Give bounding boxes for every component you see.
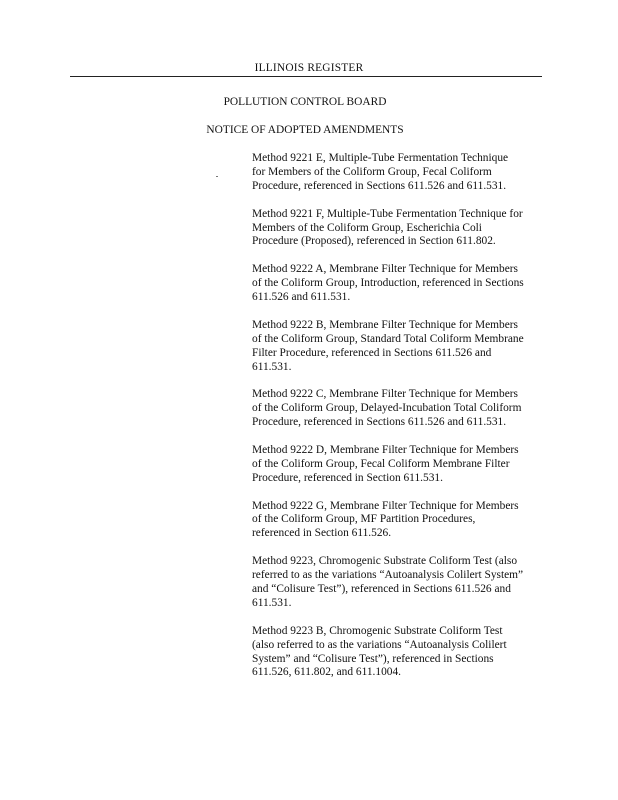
scan-speck [216, 176, 218, 177]
header-rule [70, 76, 542, 77]
method-entry [252, 555, 544, 611]
register-title: ILLINOIS REGISTER [254, 62, 364, 74]
notice-title: NOTICE OF ADOPTED AMENDMENTS [206, 124, 404, 136]
method-line: Method 9222 D, Membrane Filter Technique for Members [252, 443, 519, 456]
method-entry [252, 319, 544, 375]
method-entry [252, 208, 544, 250]
method-line: System” and “Colisure Test”), referenced in Sections [252, 652, 494, 665]
method-line: of the Coliform Group, MF Partition Procedures, [252, 513, 476, 526]
method-line: Method 9222 C, Membrane Filter Technique for Members [252, 388, 518, 401]
method-line: Method 9223 B, Chromogenic Substrate Coliform Test [252, 624, 503, 637]
method-entry [252, 263, 544, 305]
method-line: Method 9223, Chromogenic Substrate Coliform Test (also [252, 555, 518, 568]
method-line: Procedure, referenced in Sections 611.526 and 611.531. [252, 179, 507, 192]
method-line: Method 9221 E, Multiple-Tube Fermentation Technique [252, 152, 509, 164]
method-line: 611.531. [252, 360, 292, 373]
method-entry [252, 388, 544, 430]
method-line: Procedure, referenced in Section 611.531. [252, 471, 443, 484]
method-line: 611.526, 611.802, and 611.1004. [252, 666, 402, 679]
method-line: for Members of the Coliform Group, Fecal Coliform [252, 165, 492, 178]
method-line: Filter Procedure, referenced in Sections 611.526 and [252, 346, 492, 359]
method-line: Method 9222 B, Membrane Filter Technique for Members [252, 318, 518, 331]
method-line: Method 9221 F, Multiple-Tube Fermentation Technique for [252, 207, 523, 220]
method-line: of the Coliform Group, Delayed-Incubation Total Coliform [252, 402, 522, 415]
method-line: and “Colisure Test”), referenced in Sections 611.526 and [252, 582, 511, 595]
method-line: Procedure, referenced in Sections 611.526 and 611.531. [252, 416, 507, 429]
method-entry [252, 152, 544, 194]
method-entry [252, 625, 544, 681]
method-line: (also referred to as the variations “Autoanalysis Colilert [252, 638, 507, 651]
method-line: of the Coliform Group, Introduction, referenced in Sections [252, 277, 524, 290]
method-entry [252, 444, 544, 486]
method-entry [252, 500, 544, 542]
method-line: referred to as the variations “Autoanalysis Colilert System” [252, 569, 524, 582]
method-line: 611.531. [252, 596, 292, 609]
method-list [252, 152, 544, 694]
method-line: of the Coliform Group, Fecal Coliform Membrane Filter [252, 457, 510, 470]
method-line: Method 9222 G, Membrane Filter Technique for Members [252, 499, 519, 512]
method-line: Method 9222 A, Membrane Filter Technique for Members [252, 263, 518, 276]
board-name: POLLUTION CONTROL BOARD [223, 96, 387, 108]
method-line: Members of the Coliform Group, Escherichia Coli [252, 221, 482, 234]
method-line: of the Coliform Group, Standard Total Coliform Membrane [252, 332, 524, 345]
method-line: referenced in Section 611.526. [252, 527, 392, 540]
method-line: 611.526 and 611.531. [252, 291, 351, 304]
method-line: Procedure (Proposed), referenced in Section 611.802. [252, 235, 496, 248]
